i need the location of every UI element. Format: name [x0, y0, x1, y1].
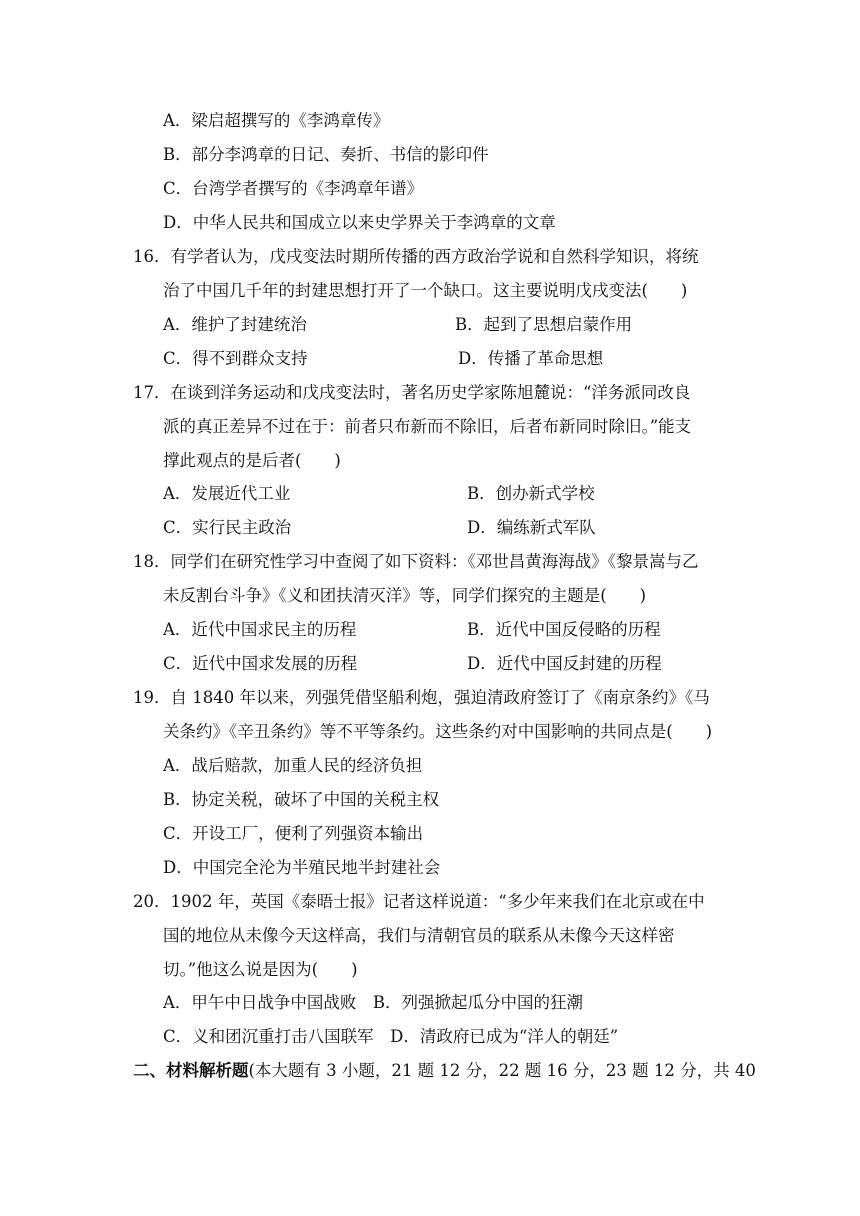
q17-option-a: A．发展近代工业	[163, 484, 291, 503]
q18-option-c: C．近代中国求发展的历程	[163, 654, 358, 673]
q20-stem-line2: 国的地位从未像今天这样高，我们与清朝官员的联系从未像今天这样密	[163, 926, 675, 945]
q18-option-a: A．近代中国求民主的历程	[163, 620, 357, 639]
q20-stem-line3: 切。”他这么说是因为( )	[163, 960, 358, 979]
q17-option-b: B．创办新式学校	[467, 484, 595, 503]
q20-options-cd: C．义和团沉重打击八国联军 D．清政府已成为“洋人的朝廷”	[163, 1027, 619, 1046]
q16-stem-line2: 治了中国几千年的封建思想打开了一个缺口。这主要说明戊戌变法( )	[163, 281, 688, 300]
q15-option-c: C．台湾学者撰写的《李鸿章年谱》	[163, 179, 424, 198]
q19-option-b: B．协定关税，破坏了中国的关税主权	[163, 790, 440, 809]
q17-stem-line3: 撑此观点的是后者( )	[163, 451, 341, 470]
q17-option-c: C．实行民主政治	[163, 518, 292, 537]
q19-stem-line2: 关条约》《辛丑条约》等不平等条约。这些条约对中国影响的共同点是( )	[163, 722, 713, 741]
q20-options-ab: A．甲午中日战争中国战败 B．列强掀起瓜分中国的狂潮	[163, 993, 584, 1012]
q19-option-a: A．战后赔款，加重人民的经济负担	[163, 756, 423, 775]
q15-option-d: D．中华人民共和国成立以来史学界关于李鸿章的文章	[163, 213, 556, 232]
q16-stem-line1: 16．有学者认为，戊戌变法时期所传播的西方政治学说和自然科学知识，将统	[133, 247, 699, 266]
q18-stem-line2: 未反割台斗争》《义和团扶清灭洋》等，同学们探究的主题是( )	[163, 586, 647, 605]
q17-option-d: D．编练新式军队	[467, 518, 596, 537]
q15-option-b: B．部分李鸿章的日记、奏折、书信的影印件	[163, 145, 489, 164]
q17-stem-line2: 派的真正差异不过在于：前者只布新而不除旧，后者布新同时除旧。”能支	[163, 417, 692, 436]
q16-option-a: A．维护了封建统治	[163, 315, 307, 334]
q18-option-d: D．近代中国反封建的历程	[467, 654, 662, 673]
q15-option-a: A．梁启超撰写的《李鸿章传》	[163, 111, 390, 130]
q18-option-b: B．近代中国反侵略的历程	[467, 620, 661, 639]
q16-option-b: B．起到了思想启蒙作用	[455, 315, 633, 334]
q19-stem-line1: 19．自 1840 年以来，列强凭借坚船利炮，强迫清政府签订了《南京条约》《马	[133, 688, 710, 707]
q16-option-d: D．传播了革命思想	[458, 349, 604, 368]
q20-stem-line1: 20．1902 年，英国《泰晤士报》记者这样说道：“多少年来我们在北京或在中	[133, 892, 705, 911]
q17-stem-line1: 17．在谈到洋务运动和戊戌变法时，著名历史学家陈旭麓说：“洋务派同改良	[133, 383, 691, 402]
q18-stem-line1: 18．同学们在研究性学习中查阅了如下资料：《邓世昌黄海海战》《黎景嵩与乙	[133, 552, 699, 571]
q16-option-c: C．得不到群众支持	[163, 349, 308, 368]
section2-title: 二、材料解析题	[133, 1061, 249, 1080]
section2-heading	[133, 1060, 756, 1082]
section2-description: (本大题有 3 小题，21 题 12 分，22 题 16 分，23 题 12 分，共 40	[248, 1061, 756, 1080]
q19-option-d: D．中国完全沦为半殖民地半封建社会	[163, 858, 441, 877]
q19-option-c: C．开设工厂，便利了列强资本输出	[163, 824, 424, 843]
